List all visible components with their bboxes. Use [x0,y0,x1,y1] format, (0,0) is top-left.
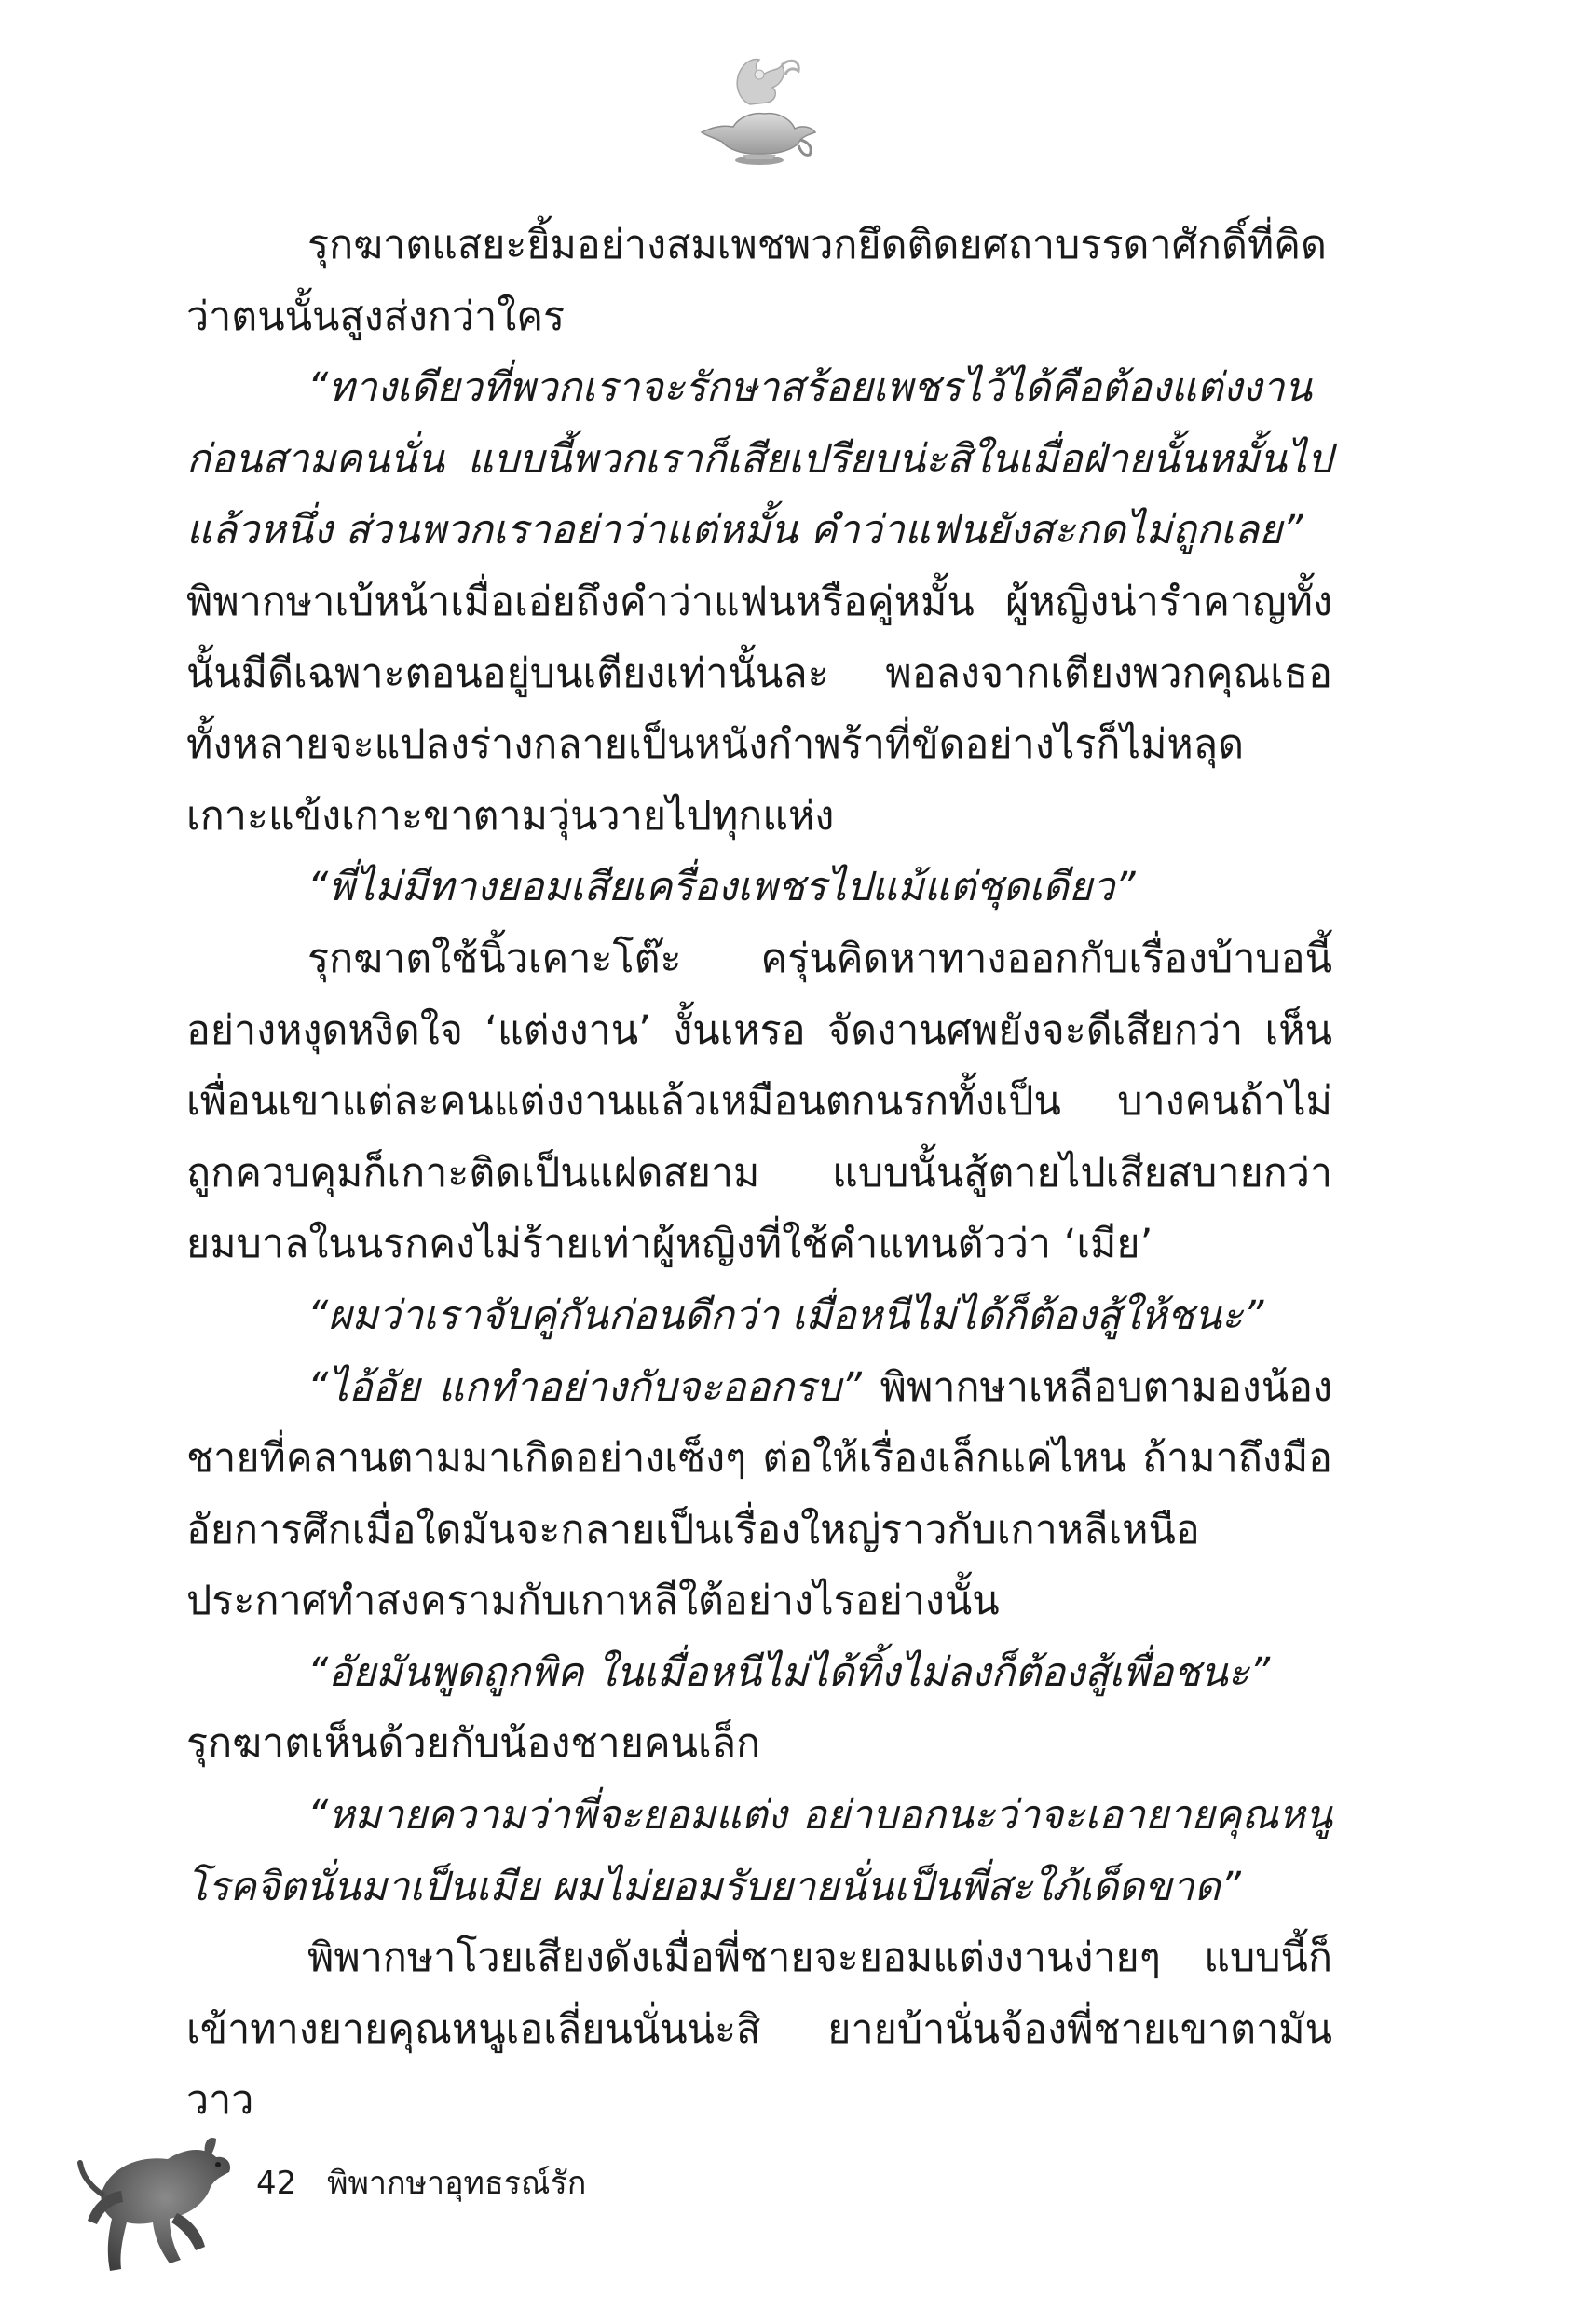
dialogue-paragraph: “อัยมันพูดถูกพิค ในเมื่อหนีไม่ได้ทิ้งไม่ลงก็ต้องสู้เพื่อชนะ” [307,1648,1271,1696]
paragraph: รุกฆาตแสยะยิ้มอย่างสมเพชพวกยึดติดยศถาบรรดาศักดิ์ที่คิดว่าตนนั้นสูงส่งกว่าใคร [186,222,1327,340]
paragraph: พิพากษาเบ้หน้าเมื่อเอ่ยถึงคำว่าแฟนหรือคู่หมั้น ผู้หญิงน่ารำคาญทั้งนั้นมีดีเฉพาะตอนอยู่บนเตียงเท่านั้นละ พอลงจากเตียงพวกคุณเธอทั้งหลายจะแปลงร่างกลายเป็นหนังกำพร้าที่ขัดอย่างไรก็ไม่หลุด เกาะแข้งเกาะขาตามวุ่นวายไปทุกแห่ง [186,578,1332,840]
paragraph: รุกฆาตเห็นด้วยกับน้องชายคนเล็ก [186,1720,761,1768]
mixed-paragraph [186,1352,1332,1637]
dialogue-quote: “ไอ้อัย แกทำอย่างกับจะออกรบ” [307,1363,862,1411]
page-number: 42 [256,2165,297,2202]
dialogue-paragraph: “หมายความว่าพี่จะยอมแต่ง อย่าบอกนะว่าจะเอายายคุณหนูโรคจิตนั่นมาเป็นเมีย ผมไม่ยอมรับยายนั่นเป็นพี่สะใภ้เด็ดขาด” [186,1792,1332,1910]
dialogue-paragraph: “ผมว่าเราจับคู่กันก่อนดีกว่า เมื่อหนีไม่ได้ก็ต้องสู้ให้ชนะ” [307,1292,1264,1339]
dialogue-paragraph: “พี่ไม่มีทางยอมเสียเครื่องเพชรไปแม้แต่ชุดเดียว” [307,864,1136,911]
narration: พิพากษาเหลือบตามองน้องชายที่คลานตามมาเกิดอย่างเซ็งๆ ต่อให้เรื่องเล็กแค่ไหน ถ้ามาถึงมืออัยการศึกเมื่อใดมันจะกลายเป็นเรื่องใหญ่ราวกับเกาหลีเหนือประกาศทำสงครามกับเกาหลีใต้อย่างไรอย่างนั้น [186,1363,1333,1625]
paragraph: พิพากษาโวยเสียงดังเมื่อพี่ชายจะยอมแต่งงานง่ายๆ แบบนี้ก็เข้าทางยายคุณหนูเอเลี่ยนนั่นน่ะสิ ยายบ้านั่นจ้องพี่ชายเขาตามันวาว [186,1935,1332,2125]
page-footer [256,2160,586,2207]
book-title: พิพากษาอุทธรณ์รัก [327,2165,587,2202]
dialogue-paragraph: “ทางเดียวที่พวกเราจะรักษาสร้อยเพชรไว้ได้คือต้องแต่งงานก่อนสามคนนั่น แบบนี้พวกเราก็เสียเปรียบน่ะสิในเมื่อฝ่ายนั้นหมั้นไปแล้วหนึ่ง ส่วนพวกเราอย่าว่าแต่หมั้น คำว่าแฟนยังสะกดไม่ถูกเลย” [186,364,1332,554]
body-text [186,210,1332,2137]
magic-lamp-icon [685,47,825,168]
dog-icon [65,2101,252,2288]
paragraph: รุกฆาตใช้นิ้วเคาะโต๊ะ ครุ่นคิดหาทางออกกับเรื่องบ้าบอนี้อย่างหงุดหงิดใจ ‘แต่งงาน’ งั้นเหรอ จัดงานศพยังจะดีเสียกว่า เห็นเพื่อนเขาแต่ละคนแต่งงานแล้วเหมือนตกนรกทั้งเป็น บางคนถ้าไม่ถูกควบคุมก็เกาะติดเป็นแฝดสยาม แบบนั้นสู้ตายไปเสียสบายกว่า ยมบาลในนรกคงไม่ร้ายเท่าผู้หญิงที่ใช้คำแทนตัวว่า ‘เมีย’ [186,935,1332,1268]
